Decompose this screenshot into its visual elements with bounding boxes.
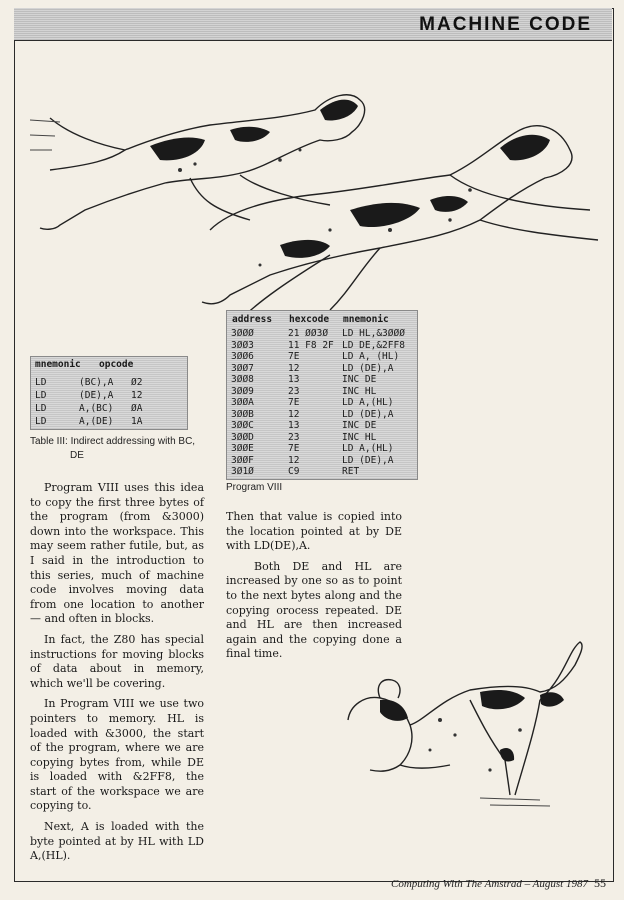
table-row-cell: LD (35, 416, 47, 427)
program-row-cell: INC HL (342, 431, 377, 443)
table-row-cell: LD (35, 377, 47, 388)
program-row-cell: LD DE,&2FF8 (342, 339, 405, 351)
program-row-cell: 13 (288, 420, 300, 431)
program-row-cell: 12 (288, 454, 300, 466)
table-row-cell: LD (35, 390, 47, 401)
program-row-cell: LD (DE),A (342, 362, 394, 374)
table-row-cell: (DE),A (79, 390, 114, 401)
program-header-hexcode: hexcode (289, 314, 330, 325)
program-row-cell: 3ØØF (231, 454, 254, 466)
section-title: MACHINE CODE (419, 14, 592, 35)
program-row-cell: 3ØØ6 (231, 351, 254, 362)
program-row-cell: 3Ø1Ø (231, 466, 254, 477)
program-row-cell: 21 ØØ3Ø (288, 328, 329, 339)
program-row-cell: 3ØØ3 (231, 339, 254, 351)
magazine-credit: Computing With The Amstrad – August 1987 (390, 878, 588, 890)
program-row-cell: 3ØØ8 (231, 374, 254, 385)
program-row-cell: 7E (288, 397, 300, 408)
program-row-cell: C9 (288, 466, 300, 477)
program-header-address: address (232, 314, 273, 325)
program-header-mnemonic: mnemonic (343, 314, 389, 325)
program-row-cell: 3ØØA (231, 397, 254, 408)
table-row-cell: (BC),A (79, 377, 114, 388)
table-row-cell: A,(DE) (79, 416, 114, 427)
program-row-cell: INC HL (342, 385, 377, 397)
program-row-cell: 7E (288, 351, 300, 362)
program-row-cell: LD A,(HL) (342, 397, 394, 408)
program-row-cell: LD (DE),A (342, 408, 394, 420)
program-viii-rows (226, 310, 416, 478)
table-row-cell: 12 (131, 390, 143, 401)
paragraph: In Program VIII we use two pointers to memory. HL is loaded with &3000, the start of the program, where we are copying bytes from, while DE is loaded with &2FF8, the start of the workspace we are copying to. (30, 697, 204, 813)
table-row-cell: ØA (131, 403, 143, 414)
program-row-cell: LD (DE),A (342, 454, 394, 466)
paragraph: Next, A is loaded with the byte pointed at by HL with LD A,(HL). (30, 820, 204, 863)
paragraph: Both DE and HL are increased by one so as to point to the next bytes along and the copying orocess repeated. DE and HL are then increased again and the copying done a final time. (226, 559, 402, 661)
program-row-cell: 23 (288, 431, 300, 443)
program-viii-caption: Program VIII (226, 482, 283, 493)
program-row-cell: 3ØØB (231, 408, 254, 420)
running-dogs-illustration (30, 80, 610, 330)
program-row-cell: 12 (288, 408, 300, 420)
table-row-cell: LD (35, 403, 47, 414)
table-row-cell: Ø2 (131, 377, 143, 388)
header-bar (14, 8, 612, 41)
program-row-cell: 3ØØD (231, 431, 254, 443)
table-iii-header-mnemonic: mnemonic (35, 359, 81, 370)
program-row-cell: 13 (288, 374, 300, 385)
table-iii-header-opcode: opcode (99, 359, 134, 370)
program-row-cell: 12 (288, 362, 300, 374)
program-row-cell: 3ØØ9 (231, 385, 254, 397)
program-row-cell: RET (342, 466, 360, 477)
program-row-cell: LD HL,&3ØØØ (342, 328, 405, 339)
stretching-dog-illustration (340, 640, 600, 810)
table-row-cell: A,(BC) (79, 403, 114, 414)
program-row-cell: INC DE (342, 420, 377, 431)
program-row-cell: 11 F8 2F (288, 339, 334, 351)
table-row-cell: 1A (131, 416, 143, 427)
program-row-cell: LD A, (HL) (342, 351, 400, 362)
page-number: 55 (594, 876, 606, 890)
page-footer (391, 876, 606, 891)
program-row-cell: 3ØØE (231, 443, 254, 454)
left-column (30, 481, 204, 870)
paragraph: Program VIII uses this idea to copy the first three bytes of the program (from &3000) down into the workspace. This may seem rather futile, but, as I said in the introduction to this series, much of machine code involves moving data from one location to another — and often in blocks. (30, 481, 204, 626)
program-row-cell: 3ØØØ (231, 328, 254, 339)
program-row-cell: 3ØØC (231, 420, 254, 431)
table-iii-caption-line1: Table III: Indirect addressing with BC, (30, 436, 196, 447)
program-row-cell: 23 (288, 385, 300, 397)
program-row-cell: 7E (288, 443, 300, 454)
paragraph: In fact, the Z80 has special instructions for moving blocks of data about in memory, which we'll be covering. (30, 632, 204, 690)
table-iii-caption-line2: DE (70, 450, 84, 461)
program-row-cell: INC DE (342, 374, 377, 385)
paragraph: Then that value is copied into the location pointed at by DE with LD(DE),A. (226, 510, 402, 553)
program-row-cell: LD A,(HL) (342, 443, 394, 454)
program-row-cell: 3ØØ7 (231, 362, 254, 374)
table-iii-box (30, 356, 188, 430)
